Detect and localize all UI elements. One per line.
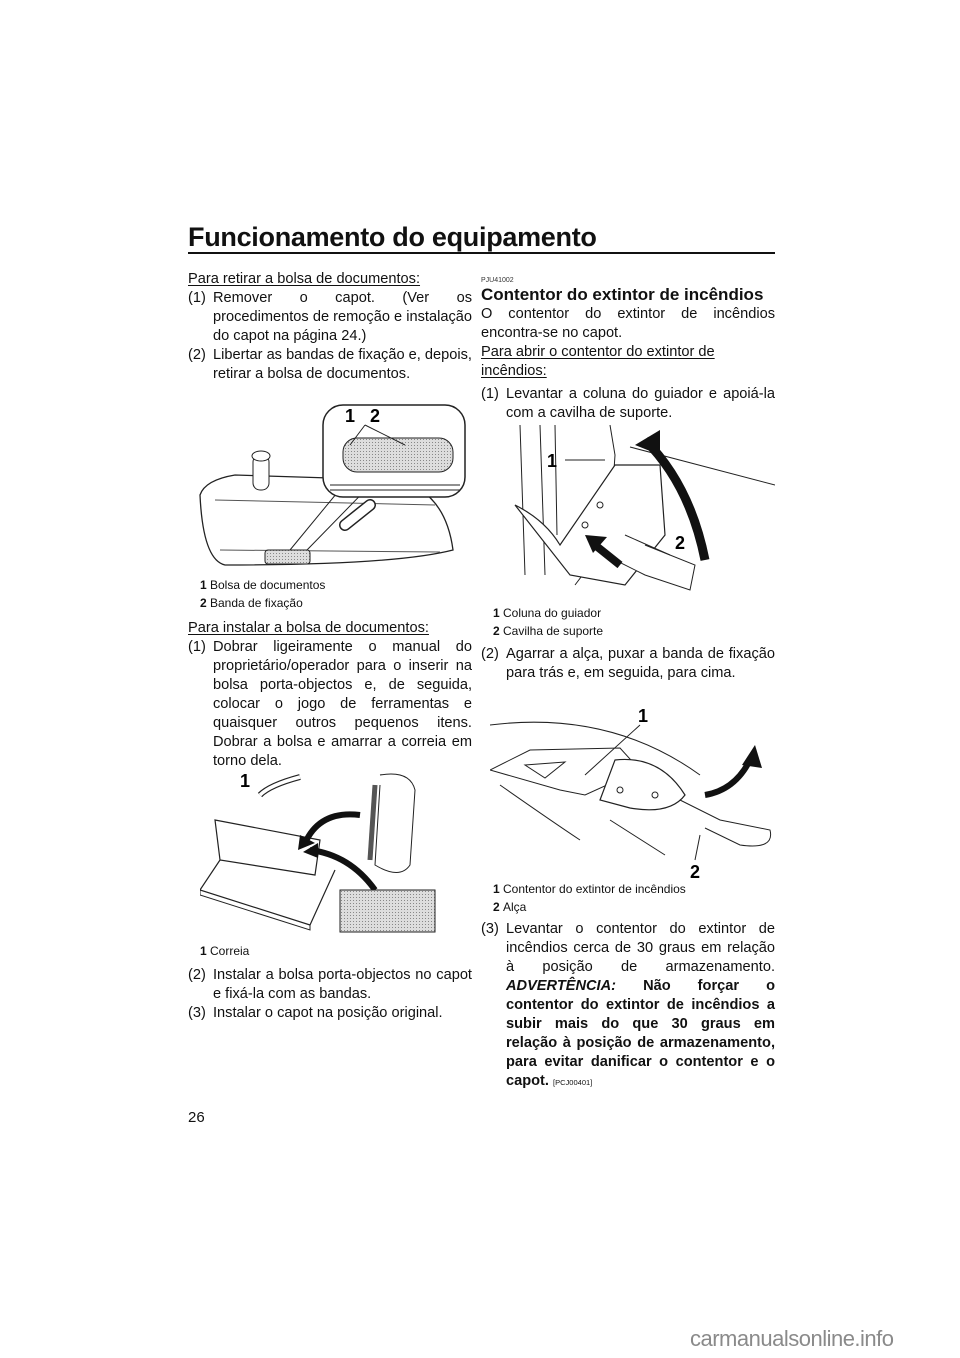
install-step-1: (1) Dobrar ligeiramente o manual do proprietário/operador para o inserir na bolsa porta-objectos e, de seguida, colocar o jogo de ferramentas e quaisquer outros pequenos itens. Dobrar a bolsa e amarrar a correia em torno dela. <box>188 639 472 769</box>
figure4-captions <box>481 880 775 916</box>
open-step-2-block <box>481 645 775 683</box>
caption-1: 1 Bolsa de documentos <box>200 578 326 592</box>
remove-step-1: (1) Remover o capot. (Ver os procedimentos de remoção e instalação do capot na página 24.) <box>188 290 472 344</box>
caption-1: 1 Correia <box>200 944 250 958</box>
page-number: 26 <box>188 1109 205 1126</box>
handlebar-column-illustration <box>495 425 775 605</box>
svg-text:2: 2 <box>675 533 686 553</box>
document-bag-illustration <box>195 400 470 575</box>
warning-label: ADVERTÊNCIA: <box>506 978 617 994</box>
section-code: PJU41002 <box>481 277 514 284</box>
open-step-3-block <box>481 920 775 1092</box>
warning <box>506 978 775 1089</box>
caption-2: 2 Alça <box>493 900 527 914</box>
caption-2: 2 Cavilha de suporte <box>493 624 604 638</box>
svg-text:2: 2 <box>690 862 701 880</box>
remove-bag-heading: Para retirar a bolsa de documentos: <box>188 271 421 287</box>
strap-folding-illustration <box>200 765 440 935</box>
warning-code: [PCJ00401] <box>553 1078 593 1087</box>
caption-2: 2 Banda de fixação <box>200 596 303 610</box>
svg-text:1: 1 <box>240 771 251 791</box>
install-bag-section <box>188 619 472 771</box>
extinguisher-section <box>481 276 775 423</box>
warning-text: Não forçar o contentor do extintor de incêndios a subir mais do que 30 graus em relação à posição de armazenamento, para evitar danificar o contentor e o capot. <box>506 978 775 1089</box>
install-step-2: (2) Instalar a bolsa porta-objectos no capot e fixá-la com as bandas. <box>188 967 472 1002</box>
figure2-captions <box>188 942 472 960</box>
install-steps-continued <box>188 966 472 1023</box>
svg-text:1: 1 <box>547 451 558 471</box>
figure1-captions <box>188 576 472 612</box>
open-step-1: (1) Levantar a coluna do guiador e apoiá-la com a cavilha de suporte. <box>481 386 775 421</box>
caption-1: 1 Contentor do extintor de incêndios <box>493 882 686 896</box>
open-step-2: (2) Agarrar a alça, puxar a banda de fixação para trás e, em seguida, para cima. <box>481 646 775 681</box>
extinguisher-container-illustration <box>490 700 775 880</box>
watermark: carmanualsonline.info <box>690 1326 894 1351</box>
remove-step-2: (2) Libertar as bandas de fixação e, depois, retirar a bolsa de documentos. <box>188 347 472 382</box>
caption-1: 1 Coluna do guiador <box>493 606 602 620</box>
svg-text:1: 1 <box>345 406 356 426</box>
open-heading: Para abrir o contentor do extintor de incêndios: <box>481 344 715 379</box>
remove-bag-section <box>188 270 472 384</box>
svg-text:1: 1 <box>638 706 649 726</box>
install-step-3: (3) Instalar o capot na posição original. <box>188 1005 443 1021</box>
figure3-captions <box>481 604 775 640</box>
install-bag-heading: Para instalar a bolsa de documentos: <box>188 620 429 636</box>
svg-text:2: 2 <box>370 406 381 426</box>
section-title: Contentor do extintor de incêndios <box>481 285 764 304</box>
title-rule <box>188 252 775 254</box>
page-title: Funcionamento do equipamento <box>188 222 597 252</box>
open-step-3: (3) Levantar o contentor do extintor de incêndios cerca de 30 graus em relação à posição de armazenamento. ADVERTÊNCIA: Não forçar o contentor do extintor de incêndios a subir mais do que 30 graus em relação à posição de armazenamento, para evitar danificar o contentor e o capot. [PCJ00401] <box>481 921 775 1089</box>
section-intro: O contentor do extintor de incêndios encontra-se no capot. <box>481 306 775 341</box>
